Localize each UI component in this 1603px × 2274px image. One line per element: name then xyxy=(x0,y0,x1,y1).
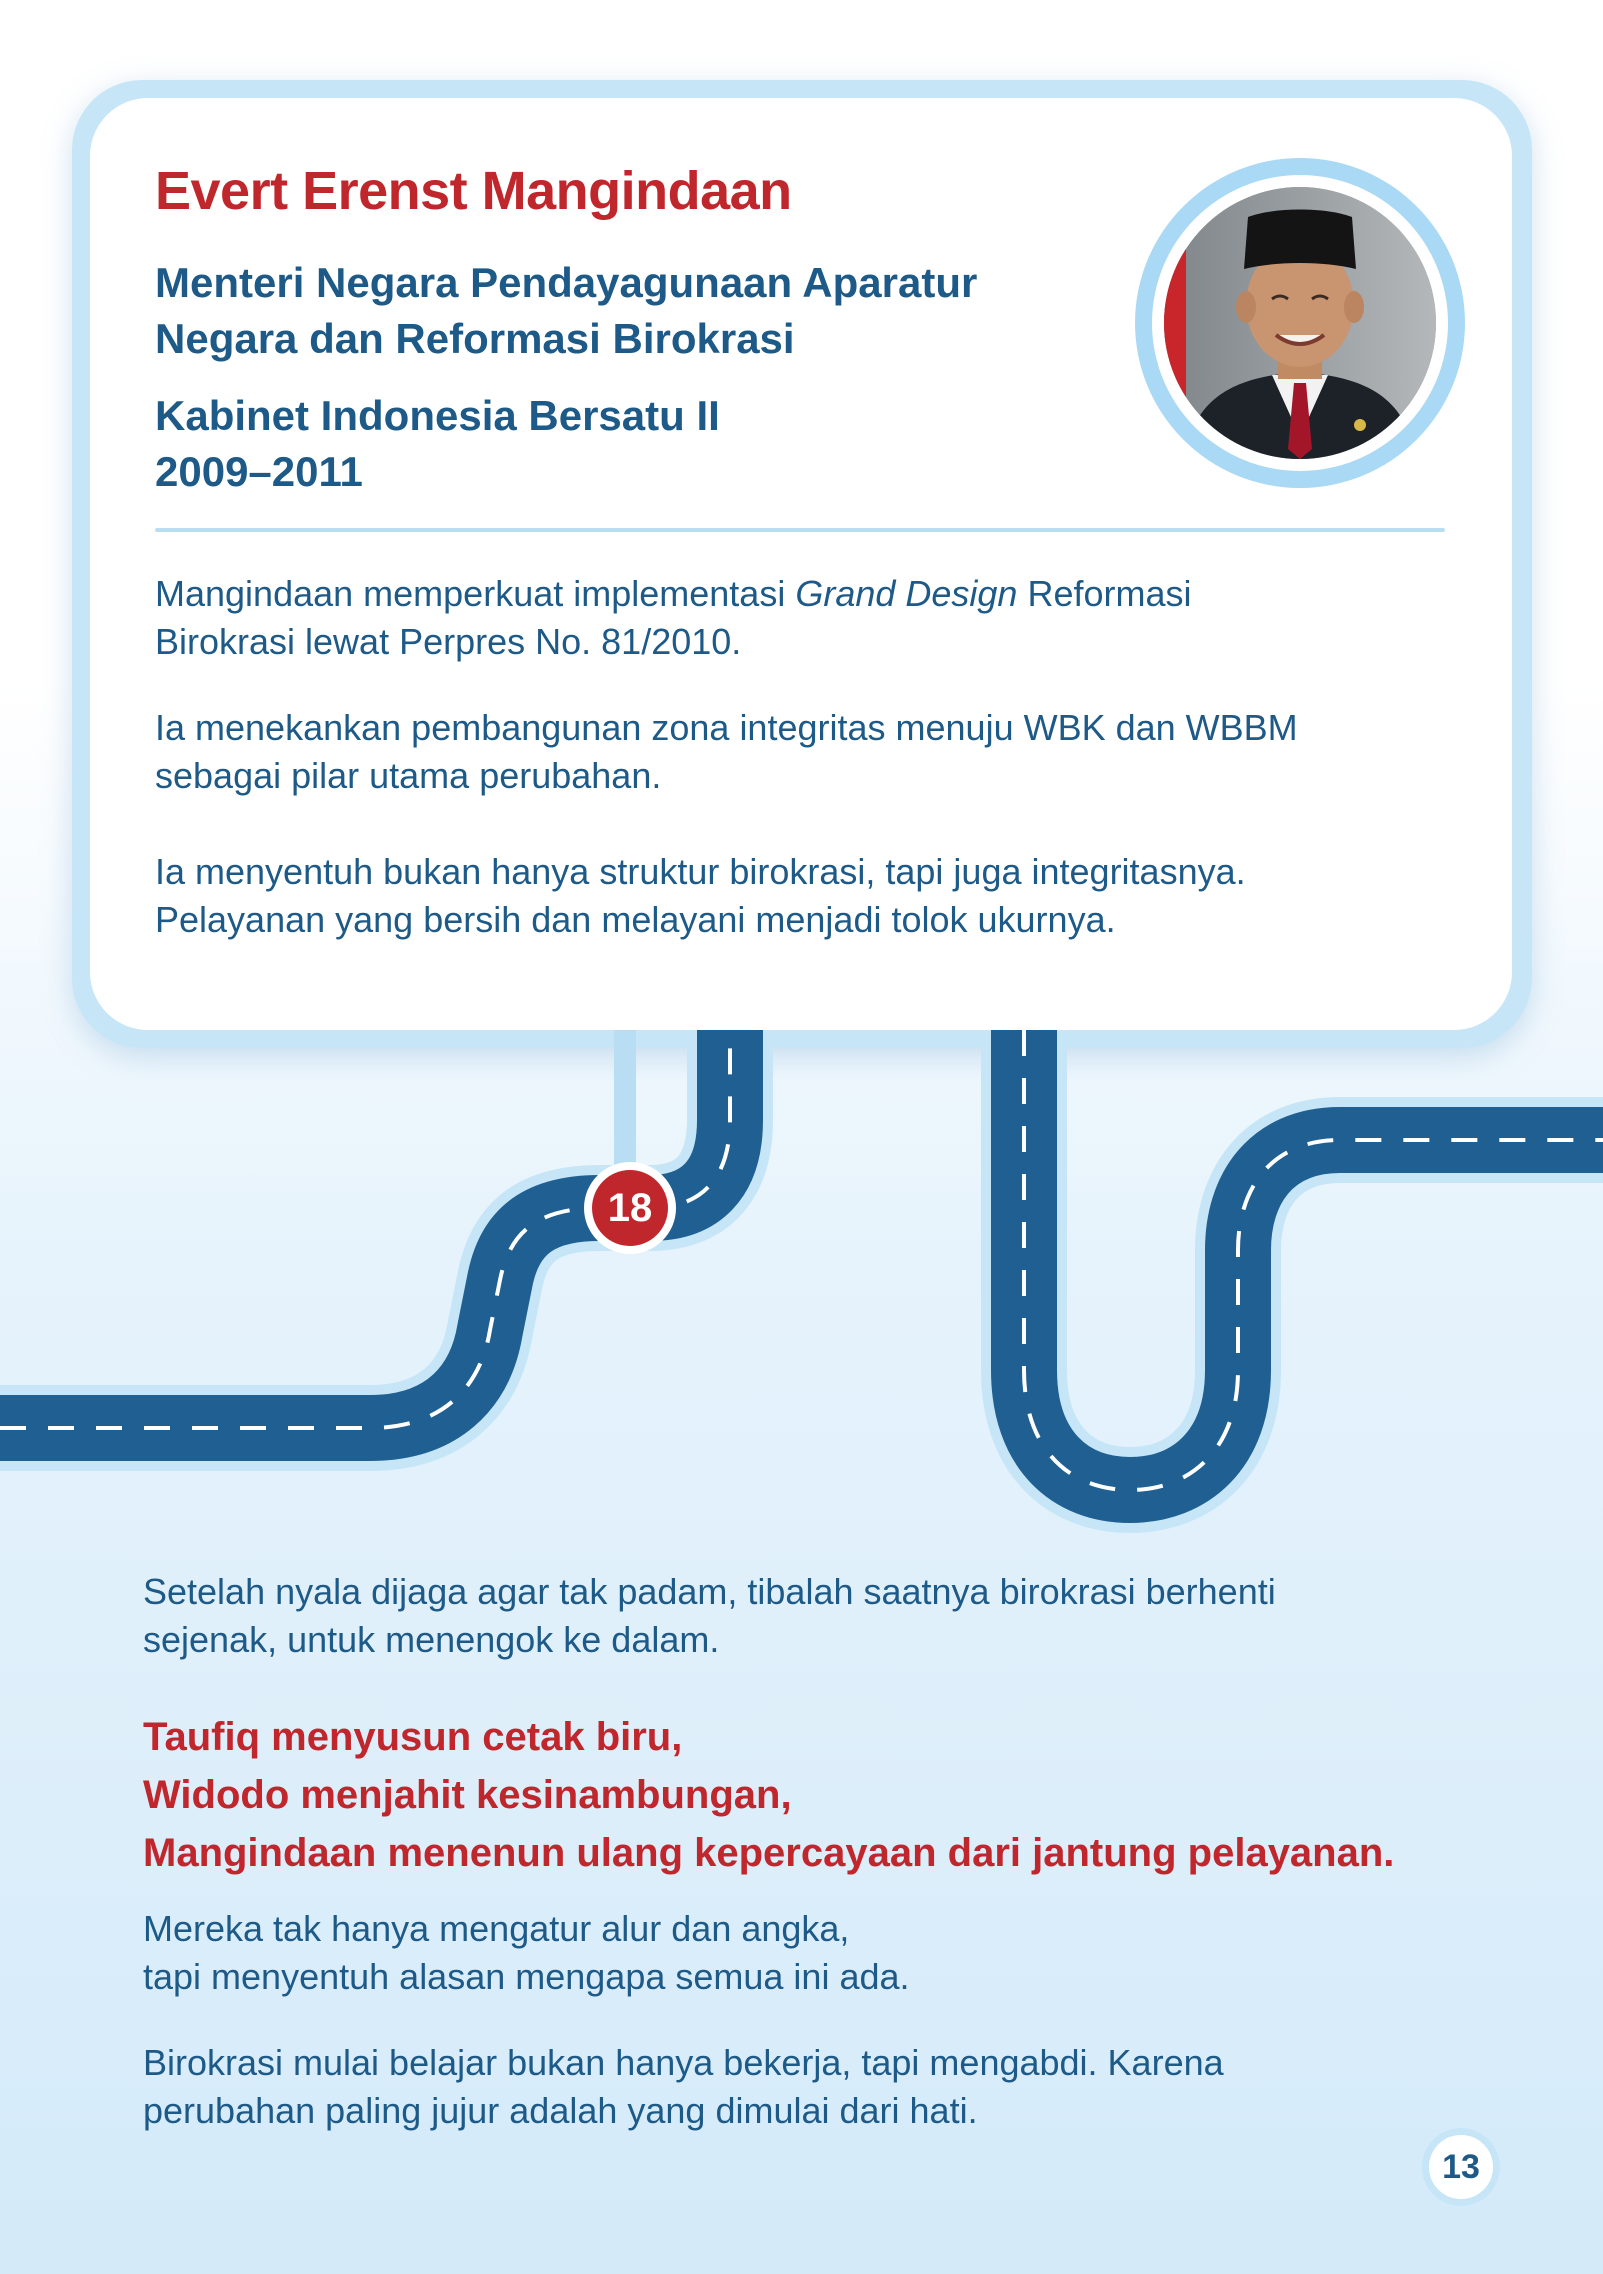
narrative-paragraph-2 xyxy=(143,1905,1523,2001)
cabinet-name: Kabinet Indonesia Bersatu II xyxy=(155,392,720,439)
cabinet-info xyxy=(155,388,1115,500)
minister-name: Evert Erenst Mangindaan xyxy=(155,161,792,221)
narrative-paragraph-2-line-1: Mereka tak hanya mengatur alur dan angka, xyxy=(143,1908,850,1949)
text-segment: Reformasi xyxy=(1017,573,1192,614)
card-paragraph-2-line-2: sebagai pilar utama perubahan. xyxy=(155,755,662,796)
minister-role xyxy=(155,255,1115,367)
role-line-2: Negara dan Reformasi Birokrasi xyxy=(155,315,795,362)
road-illustration xyxy=(0,1030,1603,1550)
right-road xyxy=(1024,1030,1603,1490)
page-number: 13 xyxy=(1422,2128,1500,2206)
timeline-marker-number: 18 xyxy=(592,1170,668,1246)
card-paragraph-3 xyxy=(155,848,1475,944)
narrative-paragraph-1 xyxy=(143,1568,1523,1664)
connector-line xyxy=(614,1030,636,1170)
italic-term: Grand Design xyxy=(795,573,1018,614)
card-paragraph-2-line-1: Ia menekankan pembangunan zona integritas menuju WBK dan WBBM xyxy=(155,707,1298,748)
narrative-paragraph-1-line-2: sejenak, untuk menengok ke dalam. xyxy=(143,1619,720,1660)
highlight-line-2: Widodo menjahit kesinambungan, xyxy=(143,1773,792,1817)
card-paragraph-3-line-1: Ia menyentuh bukan hanya struktur birokrasi, tapi juga integritasnya. xyxy=(155,851,1246,892)
narrative-paragraph-3 xyxy=(143,2039,1523,2135)
highlight-verse xyxy=(143,1708,1563,1882)
card-paragraph-1 xyxy=(155,570,1475,666)
highlight-line-1: Taufiq menyusun cetak biru, xyxy=(143,1715,683,1759)
narrative-paragraph-1-line-1: Setelah nyala dijaga agar tak padam, tibalah saatnya birokrasi berhenti xyxy=(143,1571,1276,1612)
card-paragraph-3-line-2: Pelayanan yang bersih dan melayani menjadi tolok ukurnya. xyxy=(155,899,1116,940)
section-divider xyxy=(155,528,1445,532)
role-line-1: Menteri Negara Pendayagunaan Aparatur xyxy=(155,259,978,306)
narrative-paragraph-2-line-2: tapi menyentuh alasan mengapa semua ini ada. xyxy=(143,1956,910,1997)
card-paragraph-1-line-1 xyxy=(155,570,1475,618)
card-paragraph-1-line-2: Birokrasi lewat Perpres No. 81/2010. xyxy=(155,621,742,662)
highlight-line-3: Mangindaan menenun ulang kepercayaan dari jantung pelayanan. xyxy=(143,1831,1395,1875)
portrait-illustration xyxy=(1164,187,1436,459)
portrait-photo xyxy=(1164,187,1436,459)
cabinet-years: 2009–2011 xyxy=(155,448,363,495)
card-paragraph-2 xyxy=(155,704,1475,800)
narrative-paragraph-3-line-1: Birokrasi mulai belajar bukan hanya bekerja, tapi mengabdi. Karena xyxy=(143,2042,1224,2083)
text-segment: Mangindaan memperkuat implementasi xyxy=(155,573,796,614)
narrative-paragraph-3-line-2: perubahan paling jujur adalah yang dimulai dari hati. xyxy=(143,2090,978,2131)
